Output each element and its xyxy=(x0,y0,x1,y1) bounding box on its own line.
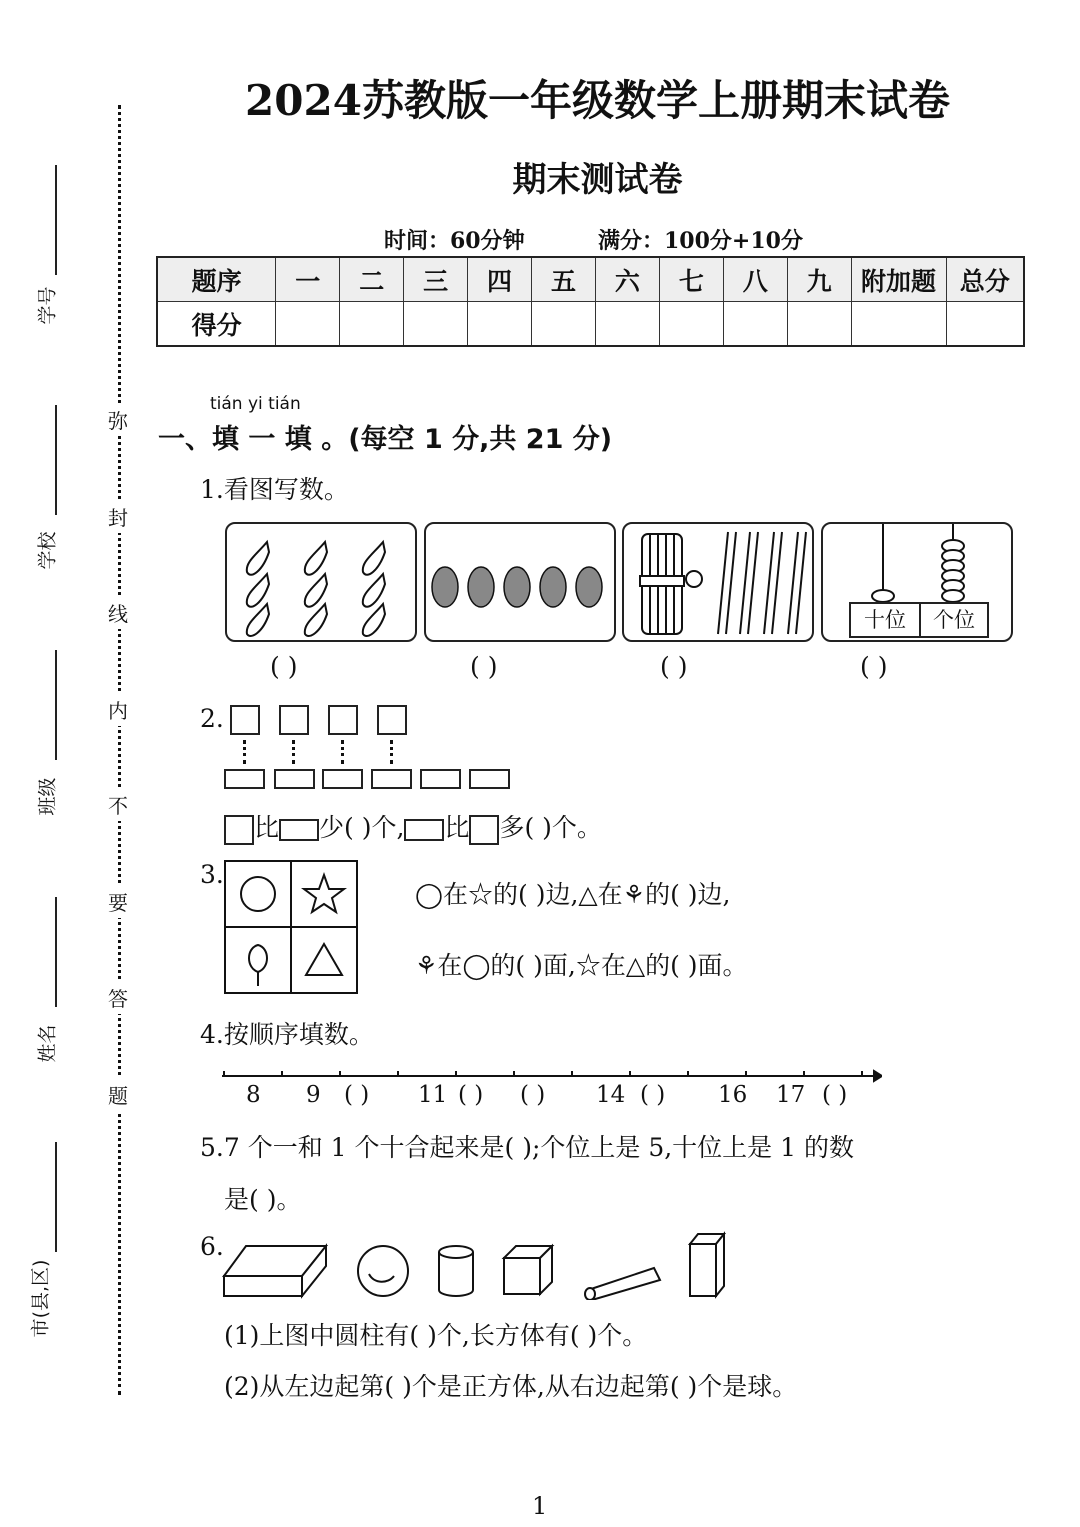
number-label: 14 xyxy=(596,1082,626,1108)
number-label: 9 xyxy=(306,1082,321,1108)
q4-label: 4.按顺序填数。 xyxy=(200,1020,374,1049)
star-icon: ☆ xyxy=(575,951,601,980)
score-row-label: 得分 xyxy=(157,302,276,347)
score-table-header-row xyxy=(157,257,1024,302)
score-cell[interactable] xyxy=(946,302,1024,347)
score-cell[interactable] xyxy=(787,302,851,347)
answer-box[interactable] xyxy=(404,819,444,841)
position-grid xyxy=(224,860,358,994)
q5-text-continued: 是( )。 xyxy=(224,1185,302,1214)
cube-icon xyxy=(504,1246,552,1294)
answer-blank[interactable]: ( ) xyxy=(640,1082,666,1108)
score-cell[interactable] xyxy=(723,302,787,347)
number-label: 11 xyxy=(418,1082,448,1108)
page-title: 2024苏教版一年级数学上册期末试卷 xyxy=(245,76,950,125)
eggplant-icon xyxy=(227,524,415,640)
name-label: 姓名 xyxy=(36,1024,59,1063)
header-cell: 附加题 xyxy=(851,257,946,302)
page-number: 1 xyxy=(532,1492,548,1520)
rectangle-shape xyxy=(224,769,265,789)
rectangle-shape xyxy=(274,769,315,789)
answer-blank[interactable]: ( ) xyxy=(344,1082,370,1108)
text: 的( )面, xyxy=(490,951,576,980)
header-cell: 二 xyxy=(340,257,404,302)
score-cell[interactable] xyxy=(468,302,532,347)
score-table xyxy=(156,256,1025,347)
cylinder-icon xyxy=(439,1246,473,1296)
header-cell: 一 xyxy=(276,257,340,302)
cuboid-icon xyxy=(690,1234,724,1296)
q3-line1 xyxy=(415,875,731,911)
square-shape xyxy=(377,705,407,735)
cylinder-icon xyxy=(585,1268,660,1300)
text: 的( )边, xyxy=(645,880,731,909)
rectangle-shape xyxy=(371,769,412,789)
class-label: 班级 xyxy=(36,777,59,816)
seal-char: 题 xyxy=(108,1078,128,1111)
text: 比 xyxy=(254,813,280,842)
text: 比 xyxy=(444,813,470,842)
header-cell: 七 xyxy=(659,257,723,302)
abacus-picture xyxy=(821,522,1013,642)
q2-label: 2. xyxy=(200,704,224,733)
tulip-icon xyxy=(249,945,267,986)
full-score: 满分：100分+10分 xyxy=(598,228,803,254)
dotted-connector xyxy=(292,740,295,764)
score-table-score-row xyxy=(157,302,1024,347)
sticks-picture xyxy=(622,522,814,642)
cabbage-icon xyxy=(426,524,614,640)
seal-char: 弥 xyxy=(108,403,128,436)
tens-place-label: 十位 xyxy=(849,602,921,638)
text: 在 xyxy=(442,880,468,909)
rectangle-shape xyxy=(322,769,363,789)
answer-blank[interactable]: ( ) xyxy=(270,652,298,681)
cuboid-icon xyxy=(224,1246,326,1296)
seal-char: 答 xyxy=(108,981,128,1014)
sticks-bundle-icon xyxy=(624,524,812,640)
score-cell[interactable] xyxy=(532,302,596,347)
q1-label: 1.看图写数。 xyxy=(200,475,349,504)
score-cell[interactable] xyxy=(340,302,404,347)
dotted-connector xyxy=(341,740,344,764)
number-label: 8 xyxy=(246,1082,261,1108)
triangle-icon xyxy=(306,944,342,975)
triangle-icon: △ xyxy=(578,880,598,909)
tulip-icon: ⚘ xyxy=(622,880,646,909)
square-shape xyxy=(279,705,309,735)
answer-blank[interactable]: ( ) xyxy=(860,652,888,681)
number-label: 17 xyxy=(776,1082,806,1108)
seal-char: 要 xyxy=(108,885,128,918)
q3-label: 3. xyxy=(200,860,224,889)
text: 在 xyxy=(437,951,463,980)
answer-blank[interactable]: ( ) xyxy=(520,1082,546,1108)
header-cell: 题序 xyxy=(157,257,276,302)
city-label: 市(县,区) xyxy=(29,1259,52,1338)
seal-char: 封 xyxy=(108,500,128,533)
text: 的( )面。 xyxy=(645,951,748,980)
answer-box[interactable] xyxy=(279,819,319,841)
star-icon xyxy=(304,875,344,912)
score-cell[interactable] xyxy=(276,302,340,347)
q3-line2 xyxy=(415,946,748,982)
score-cell[interactable] xyxy=(404,302,468,347)
text: 少( )个, xyxy=(319,813,405,842)
header-cell: 八 xyxy=(723,257,787,302)
pinyin: tián yi tián xyxy=(210,394,301,414)
answer-blank[interactable]: ( ) xyxy=(660,652,688,681)
city-line[interactable] xyxy=(55,1142,57,1252)
rectangle-shape xyxy=(469,769,510,789)
section-heading: 一、填 一 填 。(每空 1 分,共 21 分) xyxy=(158,424,613,455)
circle-icon xyxy=(241,877,275,911)
header-cell: 六 xyxy=(595,257,659,302)
dotted-connector xyxy=(243,740,246,764)
sphere-icon xyxy=(358,1246,408,1296)
school-line[interactable] xyxy=(55,405,57,515)
q6-subquestion-2: (2)从左边起第( )个是正方体,从右边起第( )个是球。 xyxy=(224,1372,798,1401)
seal-line xyxy=(118,105,121,1395)
number-label: 16 xyxy=(718,1082,748,1108)
answer-box[interactable] xyxy=(469,815,499,845)
page-subtitle: 期末测试卷 xyxy=(512,160,683,200)
answer-box[interactable] xyxy=(224,815,254,845)
answer-blank[interactable]: ( ) xyxy=(470,652,498,681)
triangle-icon: △ xyxy=(625,951,646,980)
circle-icon: ◯ xyxy=(415,880,443,909)
answer-blank[interactable]: ( ) xyxy=(458,1082,484,1108)
answer-blank[interactable]: ( ) xyxy=(822,1082,848,1108)
square-shape xyxy=(328,705,358,735)
rectangle-shape xyxy=(420,769,461,789)
q5-text: 5.7 个一和 1 个十合起来是( );个位上是 5,十位上是 1 的数 xyxy=(200,1133,854,1162)
eggplant-picture xyxy=(225,522,417,642)
square-shape xyxy=(230,705,260,735)
seal-char: 内 xyxy=(108,693,128,726)
score-cell[interactable] xyxy=(659,302,723,347)
text: 的( )边, xyxy=(493,880,579,909)
seal-char: 不 xyxy=(108,788,128,821)
circle-icon: ◯ xyxy=(462,951,491,980)
time-limit: 时间：60分钟 xyxy=(384,228,525,254)
student-id-line[interactable] xyxy=(55,165,57,275)
text: 多( )个。 xyxy=(499,813,602,842)
dotted-connector xyxy=(390,740,393,764)
q2-sentence xyxy=(224,808,602,845)
header-cell: 四 xyxy=(468,257,532,302)
class-line[interactable] xyxy=(55,650,57,760)
header-cell: 九 xyxy=(787,257,851,302)
solid-shapes xyxy=(222,1228,742,1300)
tulip-icon: ⚘ xyxy=(415,951,438,980)
ones-place-label: 个位 xyxy=(919,602,989,638)
school-label: 学校 xyxy=(36,531,59,570)
score-cell[interactable] xyxy=(851,302,946,347)
star-icon: ☆ xyxy=(468,880,494,909)
cabbage-picture xyxy=(424,522,616,642)
text: 在 xyxy=(597,880,623,909)
name-line[interactable] xyxy=(55,897,57,1007)
seal-char: 线 xyxy=(108,596,128,629)
student-id-label: 学号 xyxy=(36,286,59,325)
header-cell: 三 xyxy=(404,257,468,302)
header-cell: 五 xyxy=(532,257,596,302)
q6-label: 6. xyxy=(200,1232,224,1261)
header-cell: 总分 xyxy=(946,257,1024,302)
text: 在 xyxy=(600,951,626,980)
score-cell[interactable] xyxy=(595,302,659,347)
q6-subquestion-1: (1)上图中圆柱有( )个,长方体有( )个。 xyxy=(224,1321,648,1350)
